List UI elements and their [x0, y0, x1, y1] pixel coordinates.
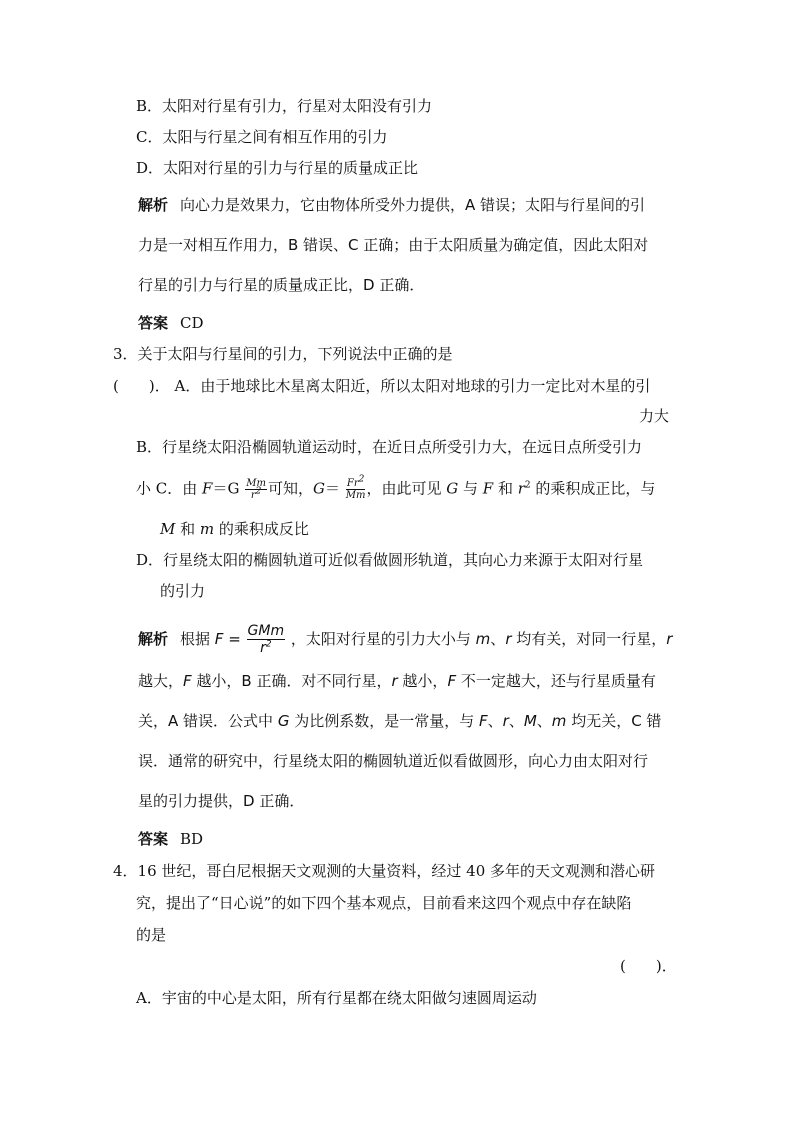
q3-analysis-fraction [247, 623, 286, 656]
q2-answer-value: CD [180, 314, 204, 332]
q3-fraction-1-denominator: r [250, 490, 256, 501]
q3-analysis-text-2d: 不一定越大，还与行星质量有 [456, 672, 656, 690]
q3-option-a-line-2: 力大 [639, 407, 670, 425]
q3-analysis-text-1d: 均有关，对同一行星， [511, 630, 667, 648]
q3-fraction-2-denominator: Mm [345, 490, 366, 501]
q4-stem-line-2: 究，提出了“日心说”的如下四个基本观点，目前看来这四个观点中存在缺陷 [136, 894, 632, 912]
q3-fraction-2-numerator: Fr [346, 478, 359, 489]
q4-option-a: A．宇宙的中心是太阳，所有行星都在绕太阳做匀速圆周运动 [136, 989, 537, 1007]
q3-analysis-line-4: 误．通常的研究中，行星绕太阳的椭圆轨道近似看做圆形，向心力由太阳对行 [138, 752, 649, 770]
q3-option-b-line-1: B．行星绕太阳沿椭圆轨道运动时，在近日点所受引力大，在远日点所受引力 [136, 438, 643, 456]
q2-answer-label: 答案 [138, 314, 169, 332]
q3-symbol-f-2: F [482, 479, 494, 498]
q3-fraction-fr2-mm [345, 474, 366, 501]
q3-fraction-2-exponent: 2 [358, 474, 365, 485]
q3-analysis-text-2c: 越小， [397, 672, 448, 690]
q3-answer-value: BD [180, 830, 204, 848]
q3-text-youcikejian: ，由此可见 [366, 479, 447, 498]
q3-analysis-text-3b: 为比例系数，是一常量，与 [289, 712, 479, 730]
q3-r-exponent: 2 [524, 480, 531, 491]
q3-analysis-text-2a: 越大， [138, 672, 184, 690]
q3-answer-paren: ( )． [113, 377, 170, 395]
q3-analysis-text-2b: 越小，B 正确．对不同行星， [191, 672, 392, 690]
q2-analysis-line-1 [138, 195, 645, 215]
q2-analysis-label: 解析 [138, 196, 169, 214]
q2-analysis-line-2: 力是一对相互作用力，B 错误、C 正确；由于太阳质量为确定值，因此太阳对 [138, 236, 649, 254]
q4-stem-line-1: 4．16 世纪，哥白尼根据天文观测的大量资料，经过 40 多年的天文观测和潜心研 [113, 862, 656, 880]
q3-text-kezhi: 可知， [267, 479, 313, 498]
q3-analysis-sep-2: 、 [508, 712, 524, 730]
q2-option-b: B．太阳对行星有引力，行星对太阳没有引力 [136, 97, 433, 115]
q3-equals: ＝ [324, 479, 340, 498]
q3-analysis-fraction-exponent: 2 [265, 639, 272, 650]
q3-analysis-f: F [214, 630, 224, 648]
q3-text-chengfanbi: 的乘积成反比 [214, 520, 309, 538]
q3-analysis-f-2: F [183, 672, 192, 690]
q3-analysis-m: m [475, 630, 491, 648]
q3-analysis-fraction-denominator: r [260, 640, 266, 656]
q3-symbol-f: F [202, 479, 213, 498]
q3-analysis-label: 解析 [138, 630, 169, 648]
q3-analysis-f-3: F [447, 672, 457, 690]
q3-option-a-text-1: A．由于地球比木星离太阳近，所以太阳对地球的引力一定比对木星的引 [174, 377, 651, 395]
q3-analysis-line-5: 星的引力提供，D 正确． [138, 792, 305, 810]
q3-text-chengzhengbi: 的乘积成正比，与 [530, 479, 656, 498]
q3-fraction-1-numerator: Mm [246, 478, 266, 489]
q3-analysis-text-3a: 关，A 错误．公式中 [138, 712, 278, 730]
q3-analysis-equals: = [223, 630, 246, 648]
q3-fraction-mm-r2 [245, 478, 267, 501]
q3-answer [138, 829, 203, 849]
q3-symbol-m-lower: m [199, 520, 215, 538]
q3-analysis-comma: 、 [490, 630, 506, 648]
q2-analysis-line-3: 行星的引力与行星的质量成正比，D 正确． [138, 276, 425, 294]
q3-text-he-2: 和 [175, 520, 200, 538]
q4-stem-line-3: 的是 [136, 926, 167, 944]
q3-option-d-line-2: 的引力 [160, 582, 206, 600]
q2-option-c: C．太阳与行星之间有相互作用的引力 [136, 128, 388, 146]
q3-analysis-m-lower: m [551, 712, 567, 730]
q3-analysis-g: G [277, 712, 290, 730]
q2-answer [138, 313, 204, 333]
q3-analysis-text-3f: 均无关，C 错 [566, 712, 662, 730]
q3-analysis-line-3 [138, 711, 661, 731]
q3-analysis-fraction-numerator: GMm [247, 623, 285, 639]
q3-symbol-g: G [312, 479, 325, 498]
q3-text-yu: 与 [458, 479, 483, 498]
q3-fraction-1-exponent: 2 [255, 486, 262, 497]
q3-text-he: 和 [493, 479, 518, 498]
q2-analysis-text-1: 向心力是效果力，它由物体所受外力提供，A 错误；太阳与行星间的引 [180, 196, 646, 214]
q3-option-b-tail: 小 C．由 [136, 479, 203, 498]
q3-symbol-r: r [517, 479, 525, 498]
q3-option-c-line-2 [160, 519, 309, 539]
q4-answer-paren: ( )． [620, 957, 677, 975]
q3-analysis-r-4: r [502, 712, 509, 730]
q3-analysis-text-1b: ，太阳对行星的引力大小与 [286, 630, 476, 648]
q3-stem: 3．关于太阳与行星间的引力，下列说法中正确的是 [113, 345, 453, 363]
q3-option-d-line-1: D．行星绕太阳的椭圆轨道可近似看做圆形轨道，其向心力来源于太阳对行星 [136, 551, 644, 569]
q3-option-a-line-1 [113, 376, 650, 396]
q3-analysis-r-3: r [391, 672, 398, 690]
q3-answer-label: 答案 [138, 830, 169, 848]
q3-analysis-line-1 [138, 623, 672, 656]
q3-equals-g: ＝G [212, 479, 240, 498]
q2-option-d: D．太阳对行星的引力与行星的质量成正比 [136, 159, 419, 177]
q3-analysis-sep-3: 、 [536, 712, 552, 730]
q3-analysis-genju: 根据 [180, 630, 215, 648]
q3-analysis-r: r [505, 630, 512, 648]
q3-analysis-line-2 [138, 671, 656, 691]
q3-analysis-f-4: F [478, 712, 488, 730]
q3-option-c-line-1 [136, 474, 656, 501]
q3-symbol-g-2: G [446, 479, 459, 498]
q3-analysis-m-upper: M [523, 712, 537, 730]
q3-analysis-sep-1: 、 [487, 712, 503, 730]
q3-symbol-m-upper: M [160, 520, 176, 538]
q3-analysis-r-2: r [666, 630, 673, 648]
